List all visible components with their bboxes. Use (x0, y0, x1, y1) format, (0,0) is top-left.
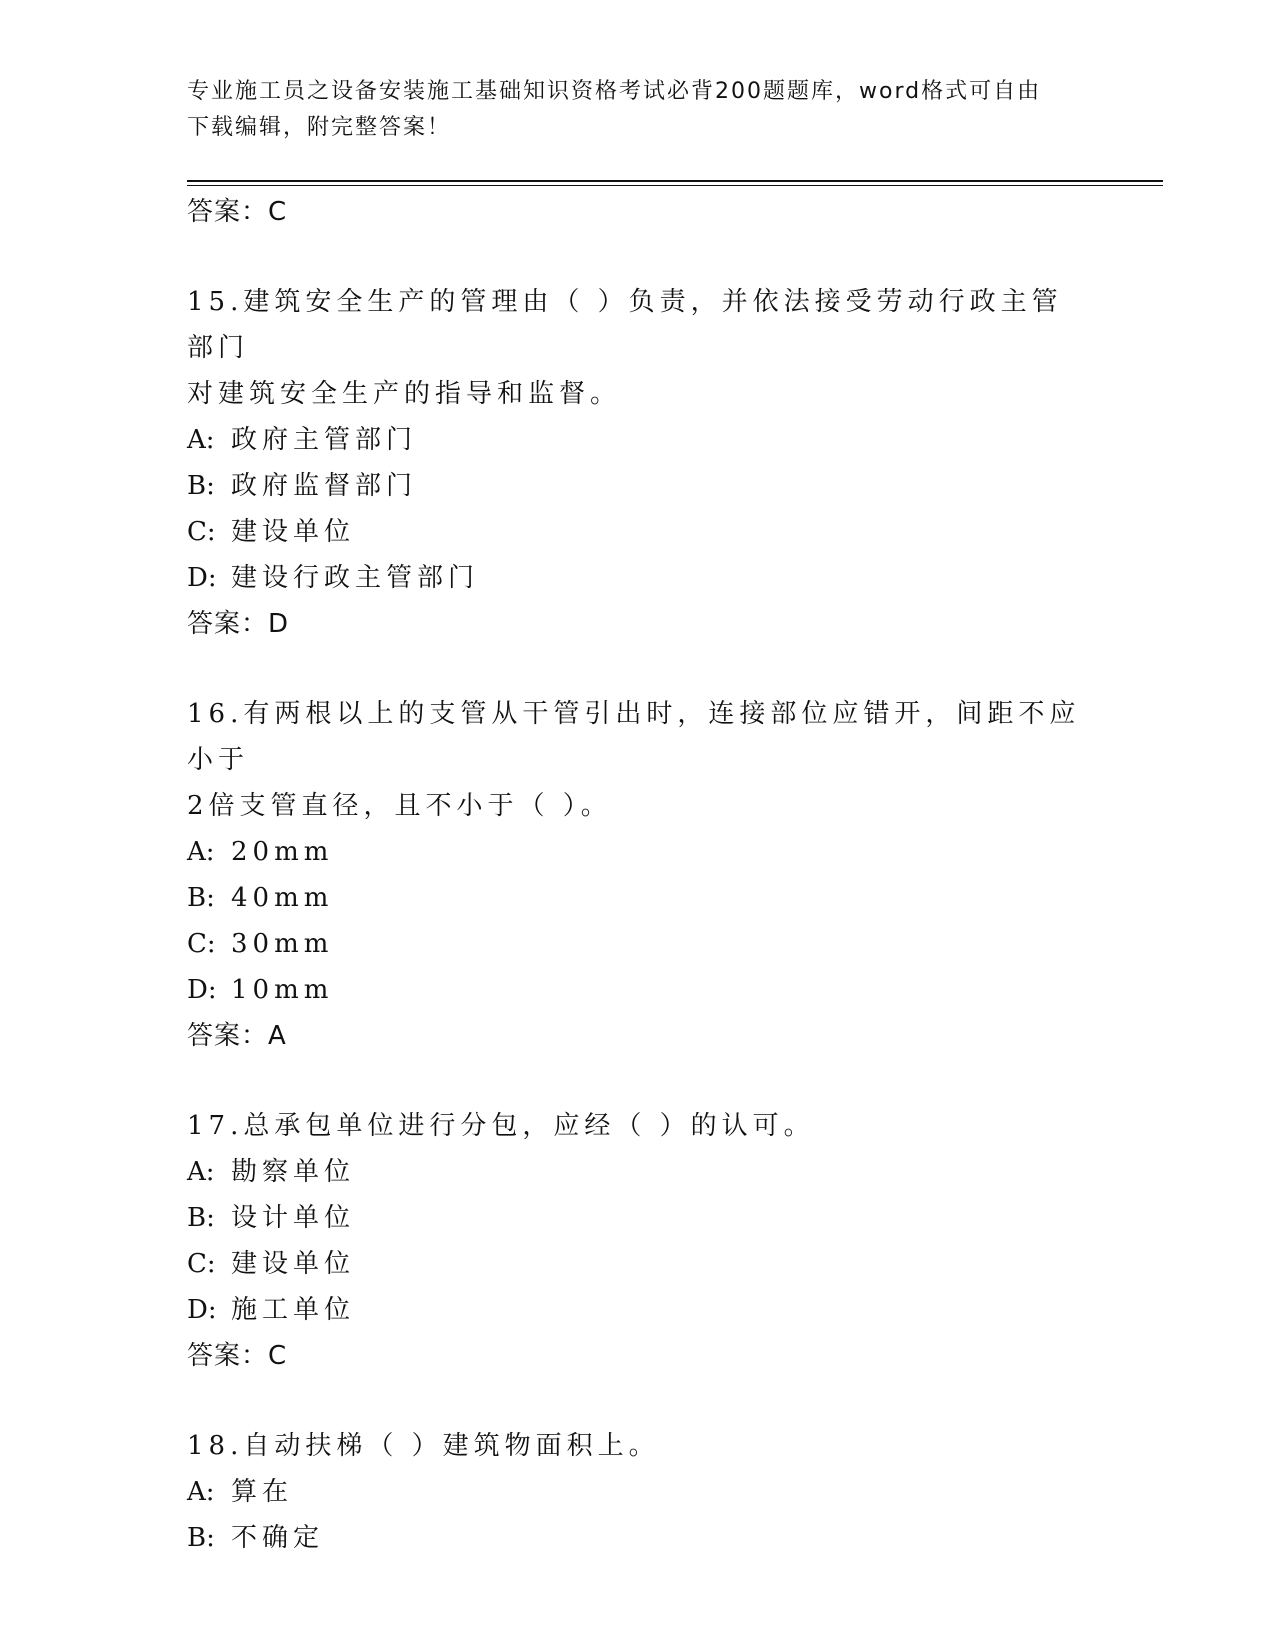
question-stem (187, 279, 1087, 417)
option-key: B: (187, 1523, 215, 1553)
option-b (187, 875, 1147, 921)
option-d (187, 1287, 1147, 1333)
page-header (187, 74, 1087, 146)
header-line-1: 专业施工员之设备安装施工基础知识资格考试必背200题题库，word格式可自由 (187, 79, 1042, 104)
question-stem-line: 2倍支管直径，且不小于（ ）。 (187, 791, 612, 821)
option-key: B: (187, 883, 215, 913)
option-a (187, 829, 1147, 875)
option-key: C: (187, 517, 216, 547)
question-list (187, 189, 1147, 1561)
option-c (187, 1241, 1147, 1287)
option-d (187, 967, 1147, 1013)
question-stem (187, 1103, 1087, 1149)
option-key: C: (187, 1249, 216, 1279)
question-stem (187, 1423, 1087, 1469)
option-key: A: (187, 425, 215, 455)
answer-line: 答案：D (187, 609, 290, 639)
header-line-2: 下载编辑，附完整答案！ (187, 115, 452, 140)
option-text: 算在 (231, 1477, 294, 1507)
option-a (187, 417, 1147, 463)
option-text: 建设行政主管部门 (231, 563, 480, 593)
question-stem-line: 15.建筑安全生产的管理由（ ）负责，并依法接受劳动行政主管部门 (187, 287, 1063, 363)
option-key: D: (187, 975, 217, 1005)
option-key: C: (187, 929, 216, 959)
option-key: D: (187, 1295, 217, 1325)
option-b (187, 1195, 1147, 1241)
question-15 (187, 279, 1147, 647)
question-stem-line: 17.总承包单位进行分包，应经（ ）的认可。 (187, 1111, 815, 1141)
question-stem-line: 对建筑安全生产的指导和监督。 (187, 379, 622, 409)
option-a (187, 1149, 1147, 1195)
option-key: D: (187, 563, 217, 593)
option-key: A: (187, 837, 215, 867)
option-b (187, 463, 1147, 509)
answer-line: 答案：A (187, 1021, 287, 1051)
option-text: 勘察单位 (231, 1157, 356, 1187)
question-16 (187, 691, 1147, 1059)
option-key: B: (187, 471, 215, 501)
option-c (187, 509, 1147, 555)
question-18 (187, 1423, 1147, 1561)
option-text: 30mm (231, 929, 334, 959)
option-text: 20mm (231, 837, 334, 867)
question-stem (187, 691, 1087, 829)
option-text: 施工单位 (231, 1295, 356, 1325)
option-text: 政府主管部门 (231, 425, 418, 455)
option-a (187, 1469, 1147, 1515)
answer-line: 答案：C (187, 1341, 288, 1371)
option-text: 政府监督部门 (231, 471, 418, 501)
option-key: A: (187, 1477, 215, 1507)
option-d (187, 555, 1147, 601)
option-text: 建设单位 (231, 1249, 356, 1279)
option-text: 40mm (231, 883, 334, 913)
header-divider (187, 180, 1163, 186)
option-key: A: (187, 1157, 215, 1187)
question-17 (187, 1103, 1147, 1379)
option-c (187, 921, 1147, 967)
option-text: 设计单位 (231, 1203, 356, 1233)
option-b (187, 1515, 1147, 1561)
question-stem-line: 16.有两根以上的支管从干管引出时，连接部位应错开，间距不应小于 (187, 699, 1081, 775)
answer-line: 答案：C (187, 197, 288, 227)
option-text: 10mm (231, 975, 334, 1005)
option-text: 不确定 (231, 1523, 325, 1553)
option-text: 建设单位 (231, 517, 356, 547)
question-stem-line: 18.自动扶梯（ ）建筑物面积上。 (187, 1431, 660, 1461)
option-key: B: (187, 1203, 215, 1233)
